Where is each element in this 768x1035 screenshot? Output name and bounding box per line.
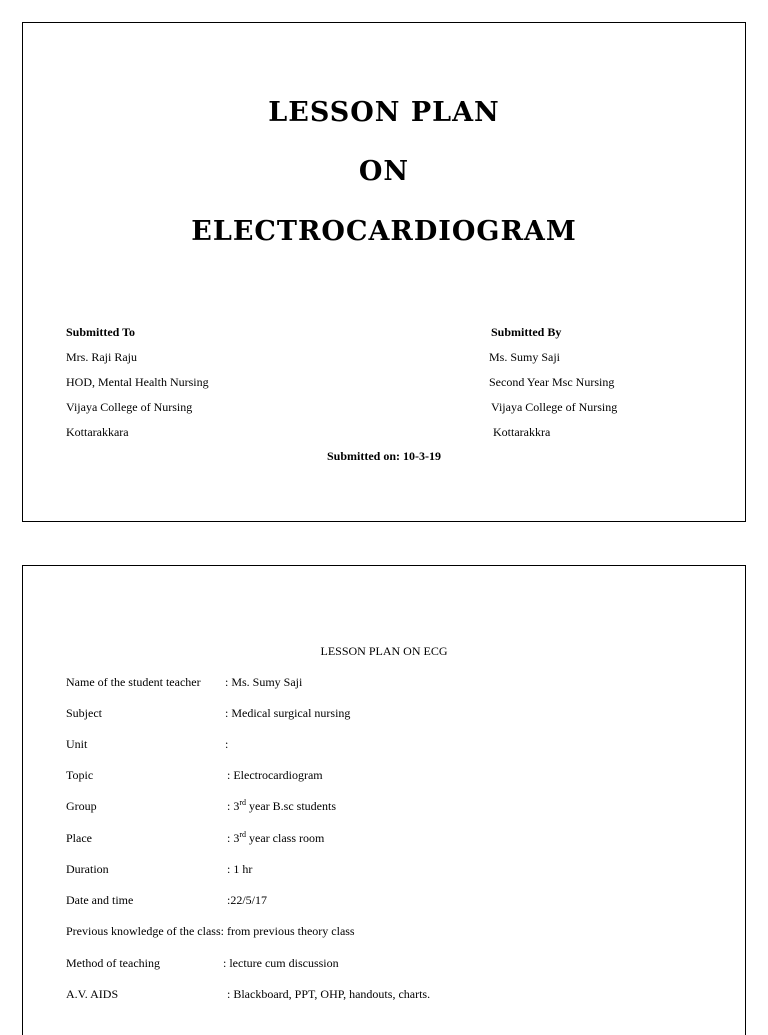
submitted-by-place: Kottarakkra [493, 425, 551, 439]
row-value-student-teacher: : Ms. Sumy Saji [225, 675, 303, 689]
plan-heading: LESSON PLAN ON ECG [320, 644, 448, 658]
submitted-to-place: Kottarakkara [66, 425, 129, 439]
title-line-2: ON [358, 156, 410, 187]
title-line-3: ELECTROCARDIOGRAM [191, 216, 577, 247]
submitted-by-college: Vijaya College of Nursing [491, 400, 618, 414]
row-value-topic: : Electrocardiogram [227, 768, 323, 782]
place-value-sup: rd [239, 830, 247, 839]
place-value-prefix: : 3 [227, 831, 240, 845]
submitted-by-heading: Submitted By [491, 325, 562, 339]
row-value-av-aids: : Blackboard, PPT, OHP, handouts, charts. [227, 987, 431, 1001]
row-label-method: Method of teaching [66, 956, 160, 970]
row-label-unit: Unit [66, 737, 88, 751]
cover-page [22, 22, 746, 522]
row-label-duration: Duration [66, 862, 109, 876]
row-label-topic: Topic [66, 768, 94, 782]
row-value-subject: : Medical surgical nursing [225, 706, 351, 720]
row-label-date-time: Date and time [66, 893, 134, 907]
submitted-to-heading: Submitted To [66, 325, 136, 339]
row-value-date-time: :22/5/17 [227, 893, 268, 907]
row-value-method: : lecture cum discussion [223, 956, 339, 970]
row-label-previous-knowledge: Previous knowledge of the class: from previous theory class [66, 924, 355, 938]
place-value-suffix: year class room [246, 831, 325, 845]
row-label-subject: Subject [66, 706, 102, 720]
submitted-to-college: Vijaya College of Nursing [66, 400, 193, 414]
group-value-suffix: year B.sc students [246, 799, 336, 813]
lesson-plan-page [22, 565, 746, 1035]
row-label-group: Group [66, 799, 97, 813]
submitted-by-role: Second Year Msc Nursing [489, 375, 615, 389]
submitted-on: Submitted on: 10-3-19 [326, 449, 441, 463]
row-value-duration: : 1 hr [227, 862, 253, 876]
row-label-student-teacher: Name of the student teacher [66, 675, 201, 689]
row-value-group [227, 799, 336, 814]
row-value-place [227, 831, 324, 846]
title-line-1: LESSON PLAN [268, 97, 500, 128]
group-value-sup: rd [239, 798, 247, 807]
row-label-av-aids: A.V. AIDS [66, 987, 119, 1001]
group-value-prefix: : 3 [227, 799, 240, 813]
submitted-to-name: Mrs. Raji Raju [66, 350, 137, 364]
row-value-unit: : [225, 737, 229, 751]
row-label-place: Place [66, 831, 92, 845]
submitted-by-name: Ms. Sumy Saji [489, 350, 561, 364]
submitted-to-role: HOD, Mental Health Nursing [66, 375, 209, 389]
